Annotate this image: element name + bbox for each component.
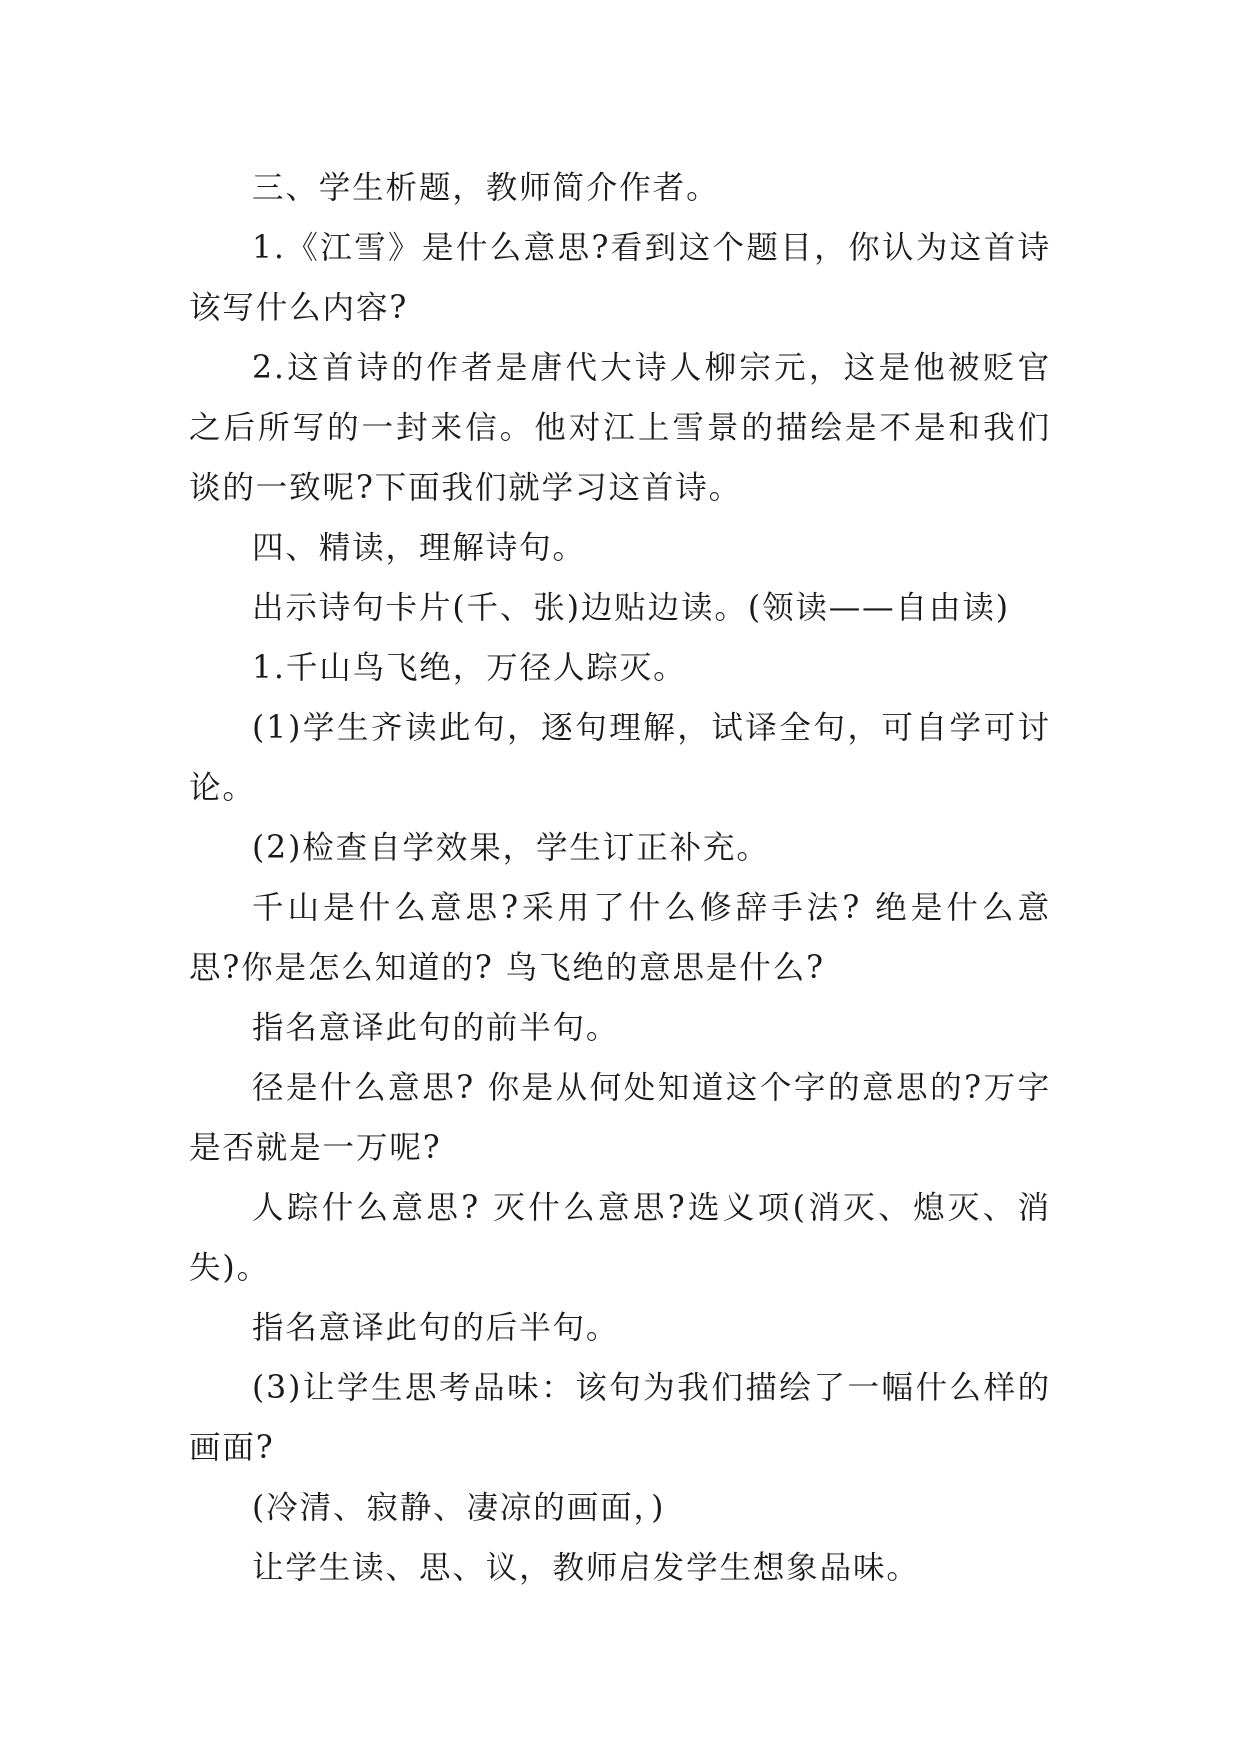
paragraph: 千山是什么意思?采用了什么修辞手法? 绝是什么意思?你是怎么知道的? 鸟飞绝的意思是什么? (189, 890, 1051, 986)
paragraph-heading-4: 四、精读，理解诗句。 (252, 530, 586, 566)
paragraph: (1)学生齐读此句，逐句理解，试译全句，可自学可讨论。 (189, 710, 1051, 806)
paragraph-poem-line: 1.千山鸟飞绝，万径人踪灭。 (252, 650, 687, 686)
paragraph: 人踪什么意思? 灭什么意思?选义项(消灭、熄灭、消失)。 (189, 1190, 1051, 1286)
paragraph: 1.《江雪》是什么意思?看到这个题目，你认为这首诗该写什么内容? (189, 230, 1051, 326)
paragraph: 径是什么意思? 你是从何处知道这个字的意思的?万字是否就是一万呢? (189, 1070, 1051, 1166)
paragraph-heading-3: 三、学生析题，教师简介作者。 (252, 170, 720, 206)
paragraph: (3)让学生思考品味：该句为我们描绘了一幅什么样的画面? (189, 1370, 1051, 1466)
paragraph: 让学生读、思、议，教师启发学生想象品味。 (252, 1550, 920, 1586)
paragraph: (2)检查自学效果，学生订正补充。 (252, 830, 770, 866)
paragraph: (冷清、寂静、凄凉的画面，) (252, 1490, 666, 1526)
paragraph: 指名意译此句的前半句。 (252, 1010, 620, 1046)
paragraph: 2.这首诗的作者是唐代大诗人柳宗元，这是他被贬官之后所写的一封来信。他对江上雪景的描绘是不是和我们谈的一致呢?下面我们就学习这首诗。 (189, 350, 1051, 506)
paragraph: 出示诗句卡片(千、张)边贴边读。(领读——自由读) (252, 590, 1010, 626)
paragraph: 指名意译此句的后半句。 (252, 1310, 620, 1346)
document-page (189, 158, 1051, 1598)
